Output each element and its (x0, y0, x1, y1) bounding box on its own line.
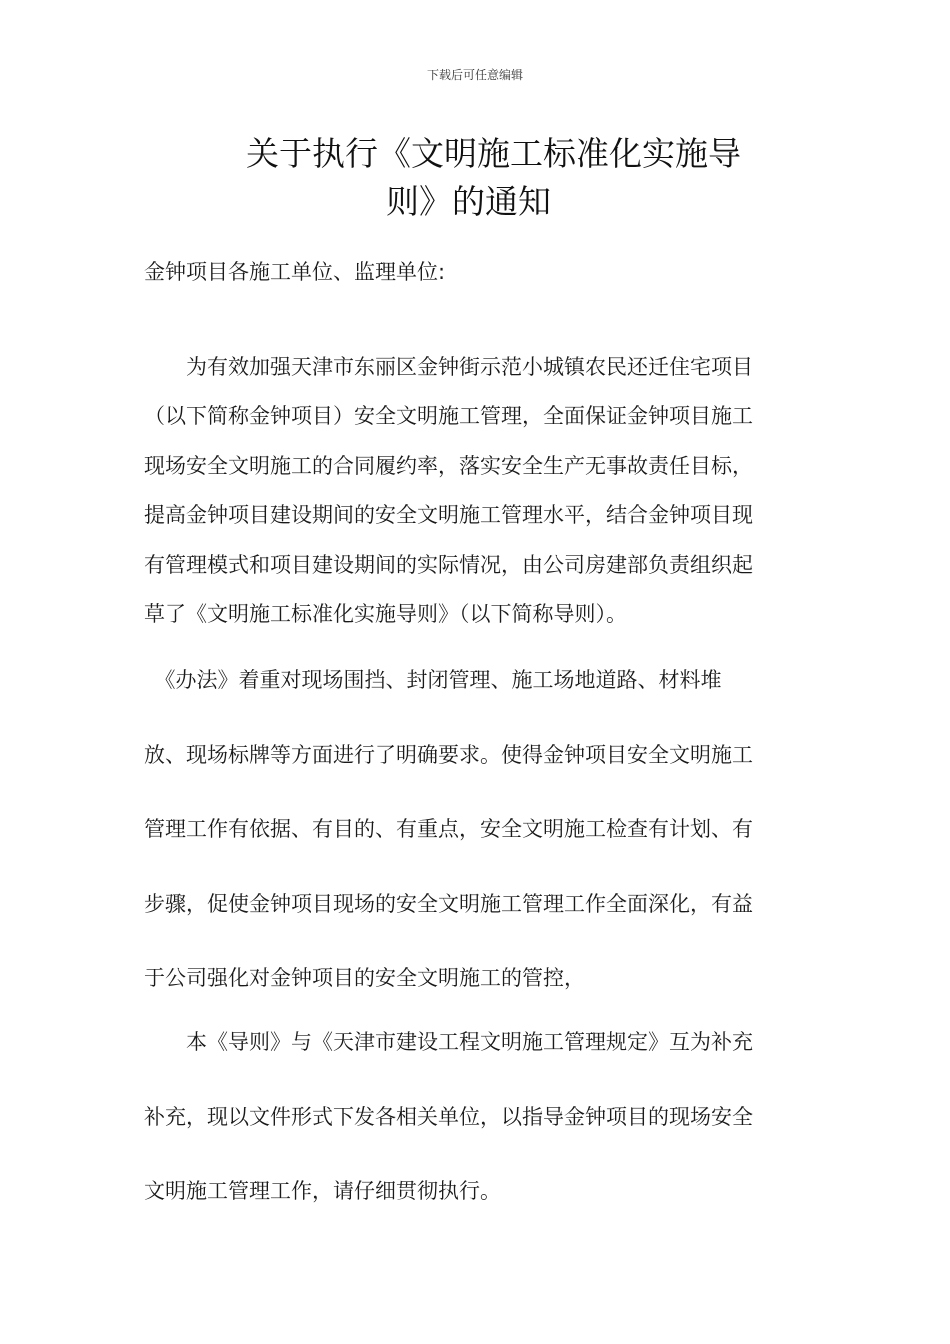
paragraph-line: 现场安全文明施工的合同履约率，落实安全生产无事故责任目标， (144, 453, 753, 478)
paragraph-line: （以下简称金钟项目）安全文明施工管理，全面保证金钟项目施工 (144, 404, 753, 429)
paragraph-line: 管理工作有依据、有目的、有重点，安全文明施工检查有计划、有 (144, 817, 753, 841)
paragraph-line: 提高金钟项目建设期间的安全文明施工管理水平，结合金钟项目现 (144, 503, 753, 528)
paragraph-line: 为有效加强天津市东丽区金钟街示范小城镇农民还迁住宅项目 (144, 355, 753, 379)
document-title (246, 130, 806, 226)
title-line-1: 关于执行《文明施工标准化实施导 (246, 134, 741, 173)
paragraph-3 (144, 1005, 814, 1229)
paragraph-line: 草了《文明施工标准化实施导则》（以下简称导则）。 (144, 602, 627, 627)
paragraph-line: 本《导则》与《天津市建设工程文明施工管理规定》互为补充 (144, 1030, 753, 1054)
salutation: 金钟项目各施工单位、监理单位: (144, 260, 446, 284)
paragraph-line: 补充，现以文件形式下发各相关单位，以指导金钟项目的现场安全 (144, 1104, 753, 1129)
paragraph-line: 放、现场标牌等方面进行了明确要求。使得金钟项目安全文明施工 (144, 742, 753, 767)
header-note: 下载后可任意编辑 (426, 68, 523, 82)
paragraph-1 (144, 343, 814, 639)
paragraph-line: 《办法》着重对现场围挡、封闭管理、施工场地道路、材料堆 (144, 668, 722, 692)
title-line-2: 则》的通知 (386, 182, 551, 221)
paragraph-2 (144, 643, 814, 1016)
paragraph-line: 于公司强化对金钟项目的安全文明施工的管控， (144, 966, 585, 990)
paragraph-line: 有管理模式和项目建设期间的实际情况，由公司房建部负责组织起 (144, 552, 753, 577)
paragraph-line: 文明施工管理工作，请仔细贯彻执行。 (144, 1179, 501, 1203)
paragraph-line: 步骤，促使金钟项目现场的安全文明施工管理工作全面深化，有益 (144, 891, 753, 916)
